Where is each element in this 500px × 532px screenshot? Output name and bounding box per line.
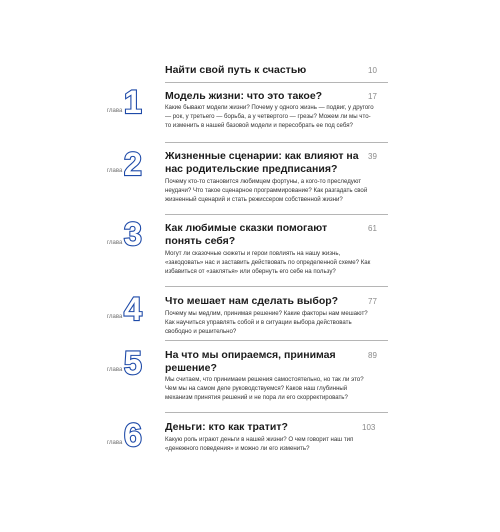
divider <box>165 82 388 83</box>
divider <box>165 286 388 287</box>
chapter-page-number: 17 <box>368 92 377 101</box>
chapter-number: 1 <box>124 84 142 120</box>
chapter-number: 2 <box>124 146 142 182</box>
chapter-number: 4 <box>124 291 142 327</box>
chapter-label: глава <box>107 367 123 373</box>
chapter-description: Почему кто-то становится любимцем фортуны, а кого-то преследуют неудачи? Что такое сценарное программирование? Как разгадать свой жизненный сценарий и стать режиссером собственной жизни? <box>165 178 368 204</box>
chapter-title: На что мы опираемся, принимая решение? <box>165 349 336 374</box>
chapter-title: Жизненные сценарии: как влияют на нас родительские предписания? <box>165 150 359 175</box>
chapter-title: Как любимые сказки помогают понять себя? <box>165 222 328 247</box>
chapter-description: Мы считаем, что принимаем решения самостоятельно, но так ли это? Чем мы на самом деле руководствуемся? Каков наш глубинный механизм принятия решений и не пора ли его скорректировать? <box>165 376 364 402</box>
toc-intro-entry[interactable] <box>165 64 465 77</box>
chapter-description: Какую роль играют деньги в нашей жизни? О чем говорит наш тип «денежного поведения» и можно ли его изменить? <box>165 436 354 453</box>
chapter-number: 6 <box>124 417 142 453</box>
chapter-title: Деньги: кто как тратит? <box>165 421 288 433</box>
divider <box>165 412 388 413</box>
intro-title: Найти свой путь к счастью <box>165 64 307 76</box>
chapter-title: Модель жизни: что это такое? <box>165 90 323 102</box>
divider <box>165 214 388 215</box>
chapter-description: Могут ли сказочные сюжеты и герои повлиять на нашу жизнь, «закодовать» нас и заставить действовать по определенной схеме? Как избавиться от «заклятья» или обернуть его себе на пользу? <box>165 250 371 276</box>
intro-page-number: 10 <box>368 66 377 75</box>
chapter-label: глава <box>107 440 123 446</box>
chapter-label: глава <box>107 240 123 246</box>
chapter-page-number: 103 <box>362 423 376 432</box>
chapter-description: Какие бывают модели жизни? Почему у одного жизнь — подвиг, у другого — рок, у третьего — борьба, а у четвертого — грезы? Можем ли мы что-то изменить в нашей базовой модели и пересобрать ее под себя? <box>165 104 374 130</box>
chapter-label: глава <box>107 314 123 320</box>
chapter-description: Почему мы медлим, принимая решение? Какие факторы нам мешают? Как научиться управлять собой и в ситуации выбора действовать свободно и решительно? <box>165 310 368 336</box>
chapter-label: глава <box>107 168 123 174</box>
chapter-page-number: 89 <box>368 351 377 360</box>
chapter-label: глава <box>107 108 123 114</box>
chapter-page-number: 39 <box>368 152 377 161</box>
divider <box>165 340 388 341</box>
chapter-page-number: 77 <box>368 297 377 306</box>
divider <box>165 142 388 143</box>
chapter-number: 5 <box>124 345 142 381</box>
chapter-number: 3 <box>124 216 142 252</box>
chapter-title: Что мешает нам сделать выбор? <box>165 295 339 307</box>
chapter-page-number: 61 <box>368 224 377 233</box>
